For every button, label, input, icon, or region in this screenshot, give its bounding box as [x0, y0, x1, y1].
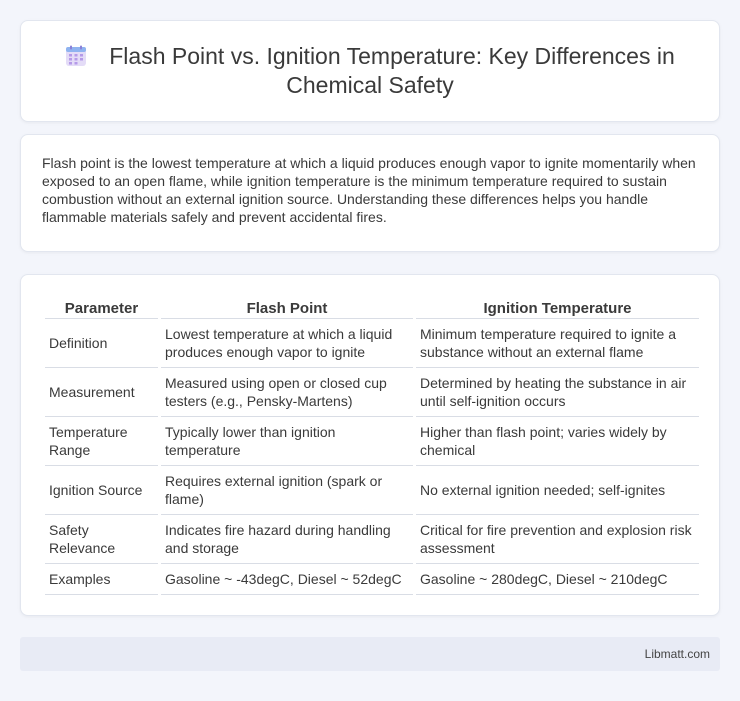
- row-label: Temperature Range: [45, 417, 158, 466]
- intro-text: Flash point is the lowest temperature at which a liquid produces enough vapor to ignite momentarily when exposed to an open flame, while ignition temperature is the minimum temperature required to sustain combustion without an external ignition source. Understanding these differences helps you handle flammable materials safely and prevent accidental fires.: [42, 155, 696, 225]
- comparison-table-card: [20, 274, 720, 616]
- flash-point-cell: Lowest temperature at which a liquid produces enough vapor to ignite: [161, 319, 413, 368]
- table-row: [45, 417, 699, 466]
- flash-point-cell: Gasoline ~ -43degC, Diesel ~ 52degC: [161, 564, 413, 595]
- ignition-temperature-cell: No external ignition needed; self-ignites: [416, 466, 699, 515]
- header-flash-point: Flash Point: [161, 295, 413, 319]
- row-label: Safety Relevance: [45, 515, 158, 564]
- flash-point-cell: Requires external ignition (spark or flame): [161, 466, 413, 515]
- page-title-text: Flash Point vs. Ignition Temperature: Key Differences in Chemical Safety: [109, 43, 675, 98]
- title-card: [20, 20, 720, 122]
- header-ignition-temperature: Ignition Temperature: [416, 295, 699, 319]
- ignition-temperature-cell: Determined by heating the substance in air until self-ignition occurs: [416, 368, 699, 417]
- table-row: [45, 515, 699, 564]
- row-label: Examples: [45, 564, 158, 595]
- footer: [20, 637, 720, 671]
- row-label: Ignition Source: [45, 466, 158, 515]
- row-label: Measurement: [45, 368, 158, 417]
- footer-brand: Libmatt.com: [644, 647, 710, 661]
- ignition-temperature-cell: Higher than flash point; varies widely by chemical: [416, 417, 699, 466]
- flash-point-cell: Measured using open or closed cup testers (e.g., Pensky-Martens): [161, 368, 413, 417]
- ignition-temperature-cell: Critical for fire prevention and explosion risk assessment: [416, 515, 699, 564]
- table-row: [45, 368, 699, 417]
- header-parameter: Parameter: [45, 295, 158, 319]
- table-header-row: [45, 295, 699, 319]
- table-row: [45, 466, 699, 515]
- comparison-table: [42, 295, 702, 595]
- row-label: Definition: [45, 319, 158, 368]
- flash-point-cell: Indicates fire hazard during handling and storage: [161, 515, 413, 564]
- page-title: [51, 42, 689, 100]
- ignition-temperature-cell: Minimum temperature required to ignite a substance without an external flame: [416, 319, 699, 368]
- intro-card: [20, 134, 720, 252]
- ignition-temperature-cell: Gasoline ~ 280degC, Diesel ~ 210degC: [416, 564, 699, 595]
- table-row: [45, 319, 699, 368]
- flash-point-cell: Typically lower than ignition temperature: [161, 417, 413, 466]
- table-row: [45, 564, 699, 595]
- calendar-icon: [65, 45, 87, 67]
